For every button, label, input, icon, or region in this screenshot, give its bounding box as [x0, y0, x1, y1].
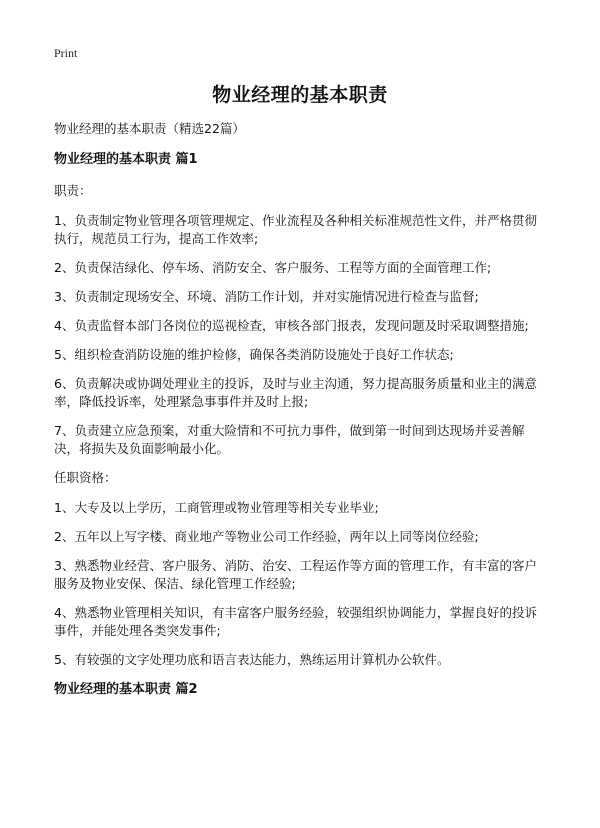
duty-item-7: 7、负责建立应急预案，对重大险情和不可抗力事件，做到第一时间到达现场并妥善解决，将损失及负面影响最小化。: [54, 423, 525, 456]
duty-item-6: 6、负责解决或协调处理业主的投诉，及时与业主沟通，努力提高服务质量和业主的满意率，降低投诉率，处理紧急事事件并及时上报;: [54, 376, 537, 409]
qualifications-label: 任职资格：: [54, 470, 117, 485]
qualification-item-1: 1、大专及以上学历，工商管理或物业管理等相关专业毕业;: [54, 500, 379, 515]
qualification-item-2: 2、五年以上写字楼、商业地产等物业公司工作经验，两年以上同等岗位经验;: [54, 529, 479, 544]
duty-item-3: 3、负责制定现场安全、环境、消防工作计划，并对实施情况进行检查与监督;: [54, 289, 479, 304]
document-body: [54, 120, 548, 712]
document-subtitle: 物业经理的基本职责（精选22篇）: [54, 121, 245, 136]
qualification-item-3: 3、熟悉物业经营、客户服务、消防、治安、工程运作等方面的管理工作，有丰富的客户服务及物业安保、保洁、绿化管理工作经验;: [54, 558, 537, 591]
document-title: 物业经理的基本职责: [212, 84, 388, 106]
duty-item-1: 1、负责制定物业管理各项管理规定、作业流程及各种相关标准规范性文件，并严格贯彻执行，规范员工行为，提高工作效率;: [54, 213, 537, 246]
duties-label: 职责：: [54, 183, 92, 198]
duty-item-2: 2、负责保洁绿化、停车场、消防安全、客户服务、工程等方面的全面管理工作;: [54, 260, 492, 275]
qualification-item-5: 5、有较强的文字处理功底和语言表达能力，熟练运用计算机办公软件。: [54, 652, 450, 667]
duty-item-4: 4、负责监督本部门各岗位的巡视检查，审核各部门报表，发现问题及时采取调整措施;: [54, 318, 529, 333]
duty-item-5: 5、组织检查消防设施的维护检修，确保各类消防设施处于良好工作状态;: [54, 347, 454, 362]
section-heading-1: 物业经理的基本职责 篇1: [54, 152, 198, 167]
qualification-item-4: 4、熟悉物业管理相关知识，有丰富客户服务经验，较强组织协调能力，掌握良好的投诉事件，并能处理各类突发事件;: [54, 605, 537, 638]
section-heading-2: 物业经理的基本职责 篇2: [54, 682, 198, 697]
print-link[interactable]: Print: [54, 46, 78, 60]
